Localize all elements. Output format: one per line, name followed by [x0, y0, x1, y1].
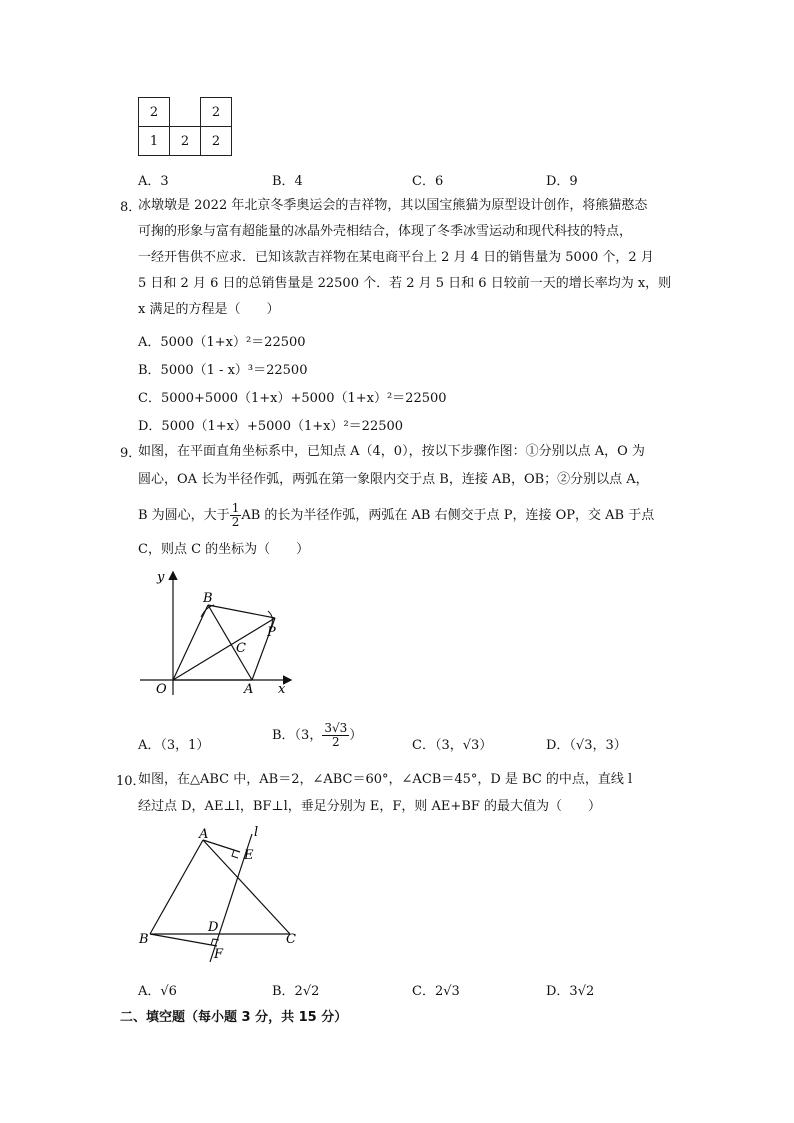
label-B: B — [203, 591, 213, 606]
option-b-suffix: ） — [349, 728, 363, 743]
fraction-numerator: 1 — [231, 501, 240, 515]
q8-option-c[interactable]: C．5000+5000（1+x）+5000（1+x）²＝22500 — [138, 391, 447, 406]
grid-cell: 2 — [201, 127, 232, 156]
grid-cell: 1 — [139, 127, 170, 156]
q8-number: 8． — [120, 200, 142, 215]
q10-option-c[interactable]: C．2√3 — [412, 984, 460, 999]
q8-line: x 满足的方程是（ ） — [138, 302, 280, 317]
q9-line3-b: AB 的长为半径作弧，两弧在 AB 右侧交于点 P，连接 OP，交 AB 于点 — [241, 508, 655, 523]
label-C: C — [236, 641, 246, 656]
option-b-prefix: B．（3， — [272, 728, 323, 743]
label-x: x — [278, 682, 286, 697]
label-O: O — [156, 682, 167, 697]
label-A: A — [244, 682, 254, 697]
q8-line: 可掬的形象与富有超能量的冰晶外壳相结合，体现了冬季冰雪运动和现代科技的特点， — [138, 224, 633, 239]
q8-line: 5 日和 2 月 6 日的总销售量是 22500 个．若 2 月 5 日和 6 日较前一天的增长率均为 x，则 — [138, 276, 672, 291]
fraction-numerator: 3√3 — [324, 721, 348, 735]
q10-number: 10． — [116, 774, 146, 789]
q9-line: 圆心，OA 长为半径作弧，两弧在第一象限内交于点 B，连接 AB，OB；②分别以点 A， — [138, 472, 649, 487]
section-title: 二、填空题（每小题 3 分，共 15 分） — [120, 1010, 348, 1025]
q10-option-d[interactable]: D．3√2 — [546, 984, 595, 999]
q9-number: 9． — [120, 446, 142, 461]
q8-option-d[interactable]: D．5000（1+x）+5000（1+x）²＝22500 — [138, 419, 404, 434]
q7-option-b[interactable]: B．4 — [272, 174, 303, 189]
q7-grid — [138, 97, 232, 156]
segment-BF — [150, 934, 217, 946]
q9-line: C，则点 C 的坐标为（ ） — [138, 542, 310, 557]
q10-line: 经过点 D，AE⊥l，BF⊥l，垂足分别为 E，F，则 AE+BF 的最大值为（ ） — [138, 799, 602, 814]
q9-option-c[interactable]: C．（3，√3） — [412, 738, 493, 753]
label-C: C — [286, 932, 296, 947]
grid-cell: 2 — [170, 127, 201, 156]
fraction-denominator: 2 — [331, 735, 340, 749]
q10-option-a[interactable]: A．√6 — [138, 984, 177, 999]
q7-option-d[interactable]: D．9 — [546, 174, 578, 189]
label-A: A — [199, 827, 209, 842]
label-E: E — [244, 848, 254, 863]
right-angle-mark — [211, 939, 219, 945]
q8-line: 一经开售供不应求．已知该款吉祥物在某电商平台上 2 月 4 日的销售量为 5000 个，2 月 — [138, 250, 654, 265]
label-D: D — [208, 920, 219, 935]
q7-option-c[interactable]: C．6 — [412, 174, 444, 189]
q9-line: 如图，在平面直角坐标系中，已知点 A（4，0），按以下步骤作图：①分别以点 A，O 为 — [138, 444, 645, 459]
segment-AB — [150, 840, 203, 934]
fraction-half — [230, 502, 242, 529]
q9-figure — [130, 565, 300, 700]
q9-line-3 — [138, 502, 654, 529]
q9-option-b[interactable] — [272, 722, 362, 749]
q8-option-b[interactable]: B．5000（1 - x）³＝22500 — [138, 363, 308, 378]
q10-option-b[interactable]: B．2√2 — [272, 984, 320, 999]
q8-option-a[interactable]: A．5000（1+x）²＝22500 — [138, 335, 306, 350]
segment-BP — [208, 605, 275, 618]
segment-OP — [173, 618, 275, 680]
grid-cell: 2 — [201, 98, 232, 127]
option-b-fraction — [322, 722, 349, 749]
q9-line3-a: B 为圆心，大于 — [138, 508, 230, 523]
q10-line: 如图，在△ABC 中，AB＝2，∠ABC＝60°，∠ACB＝45°，D 是 BC 的中点，直线 l — [138, 772, 633, 787]
q9-option-a[interactable]: A．（3，1） — [138, 738, 210, 753]
q7-option-a[interactable]: A．3 — [138, 174, 169, 189]
label-F: F — [214, 947, 224, 962]
q10-figure — [135, 822, 315, 967]
q8-line: 冰墩墩是 2022 年北京冬季奥运会的吉祥物，其以国宝熊猫为原型设计创作，将熊猫憨态 — [138, 198, 648, 213]
q9-option-d[interactable]: D．（√3，3） — [546, 738, 627, 753]
label-P: P — [267, 625, 276, 640]
label-l: l — [254, 825, 259, 840]
fraction-denominator: 2 — [231, 515, 240, 529]
grid-cell-empty — [170, 98, 201, 127]
label-y: y — [157, 570, 165, 585]
grid-cell: 2 — [139, 98, 170, 127]
label-B: B — [139, 932, 149, 947]
